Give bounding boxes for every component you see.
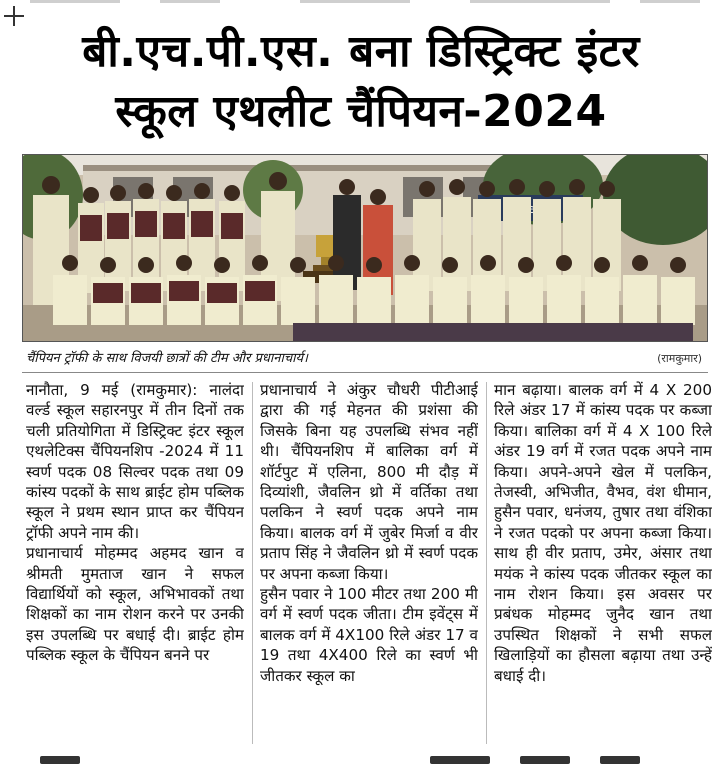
top-clipped-text-strip [0, 0, 722, 6]
caption-text: चैंपियन ट्रॉफी के साथ विजयी छात्रों की टीम और प्रधानाचार्य। [26, 351, 308, 366]
photo-caption [26, 348, 702, 370]
photo-credit: (रामकुमार) [657, 352, 702, 365]
column-3-paragraph-1: मान बढ़ाया। बालक वर्ग में 4 X 200 रिले अंडर 17 में कांस्य पदक पर कब्जा किया। बालिका वर्ग में 4 X 100 रिले अंडर 19 वर्ग में रजत पदक अपने नाम किया। अपने-अपने खेल में पलकिन, तेजस्वी, अभिजीत, वैभव, वंश धीमान, हुसैन पवार, धनंजय, तुषार तथा वंशिका ने रजत पदको पर अपना कब्जा किया। साथ ही वीर प्रताप, उमेर, अंसार तथा मयंक ने कांस्य पदक जीतकर स्कूल का नाम रोशन किया। इस अवसर पर प्रबंधक मोहम्मद जुनैद खान तथा उपस्थित शिक्षकों ने सभी सफल खिलाड़ियों का हौसला बढ़ाया तथा उन्हें बधाई दी। [494, 381, 712, 685]
column-divider [486, 382, 487, 744]
column-1-paragraph-2: प्रधानाचार्य मोहम्मद अहमद खान व श्रीमती मुमताज खान ने सफल विद्यार्थियों को स्कूल, अभिभावकों तथा शिक्षकों का नाम रोशन करने पर उनकी इस उपलब्धि पर बधाई दी। ब्राईट होम पब्लिक स्कूल के चैंपियन बनने पर [26, 544, 244, 665]
headline-line-1: बी.एच.पी.एस. बना डिस्ट्रिक्ट इंटर [82, 26, 640, 77]
column-2-paragraph-1: प्रधानाचार्य ने अंकुर चौधरी पीटीआई द्वारा की गई मेहनत की प्रशंसा की जिसके बिना यह उपलब्धि संभव नहीं थी। चैंपियनशिप में बालिका वर्ग में शॉर्टपुट में एलिना, 800 मी दौड़ में दिव्यांशी, जैवलिन थ्रो में वर्तिका तथा पलकिन ने स्वर्ण पदक अपने नाम किया। बालक वर्ग में जुबेर मिर्जा व वीर प्रताप सिंह ने जैवलिन थ्रो में स्वर्ण पदक पर अपना कब्जा किया। [260, 381, 478, 583]
article-column-3 [494, 380, 712, 750]
bottom-clipped-text-strip [0, 754, 722, 764]
headline-line-2: स्कूल एथलीट चैंपियन-2024 [115, 86, 607, 137]
team-photo [22, 154, 708, 342]
article-column-2 [260, 380, 478, 750]
headline [0, 22, 722, 142]
caption-divider [22, 372, 708, 373]
column-1-paragraph-1: नानौता, 9 मई (रामकुमार): नालंदा वर्ल्ड स्कूल सहारनपुर में तीन दिनों तक चली प्रतियोगिता में डिस्ट्रिक्ट इंटर स्कूल एथलेटिक्स चैंपियनशिप -2024 में 11 स्वर्ण पदक 08 सिल्वर पदक तथा 09 कांस्य पदकों के साथ ब्राईट होम पब्लिक स्कूल ने प्रथम स्थान प्राप्त कर चैंपियन ट्रॉफी अपने नाम की। [26, 381, 244, 542]
article-column-1 [26, 380, 244, 750]
column-2-paragraph-2: हुसैन पवार ने 100 मीटर तथा 200 मी वर्ग में स्वर्ण पदक जीता। टीम इवेंट्स में बालक वर्ग में 4X100 रिले अंडर 17 व 19 तथा 4X400 रिले का स्वर्ण भी जीतकर स्कूल का [260, 585, 478, 685]
column-divider [252, 382, 253, 744]
